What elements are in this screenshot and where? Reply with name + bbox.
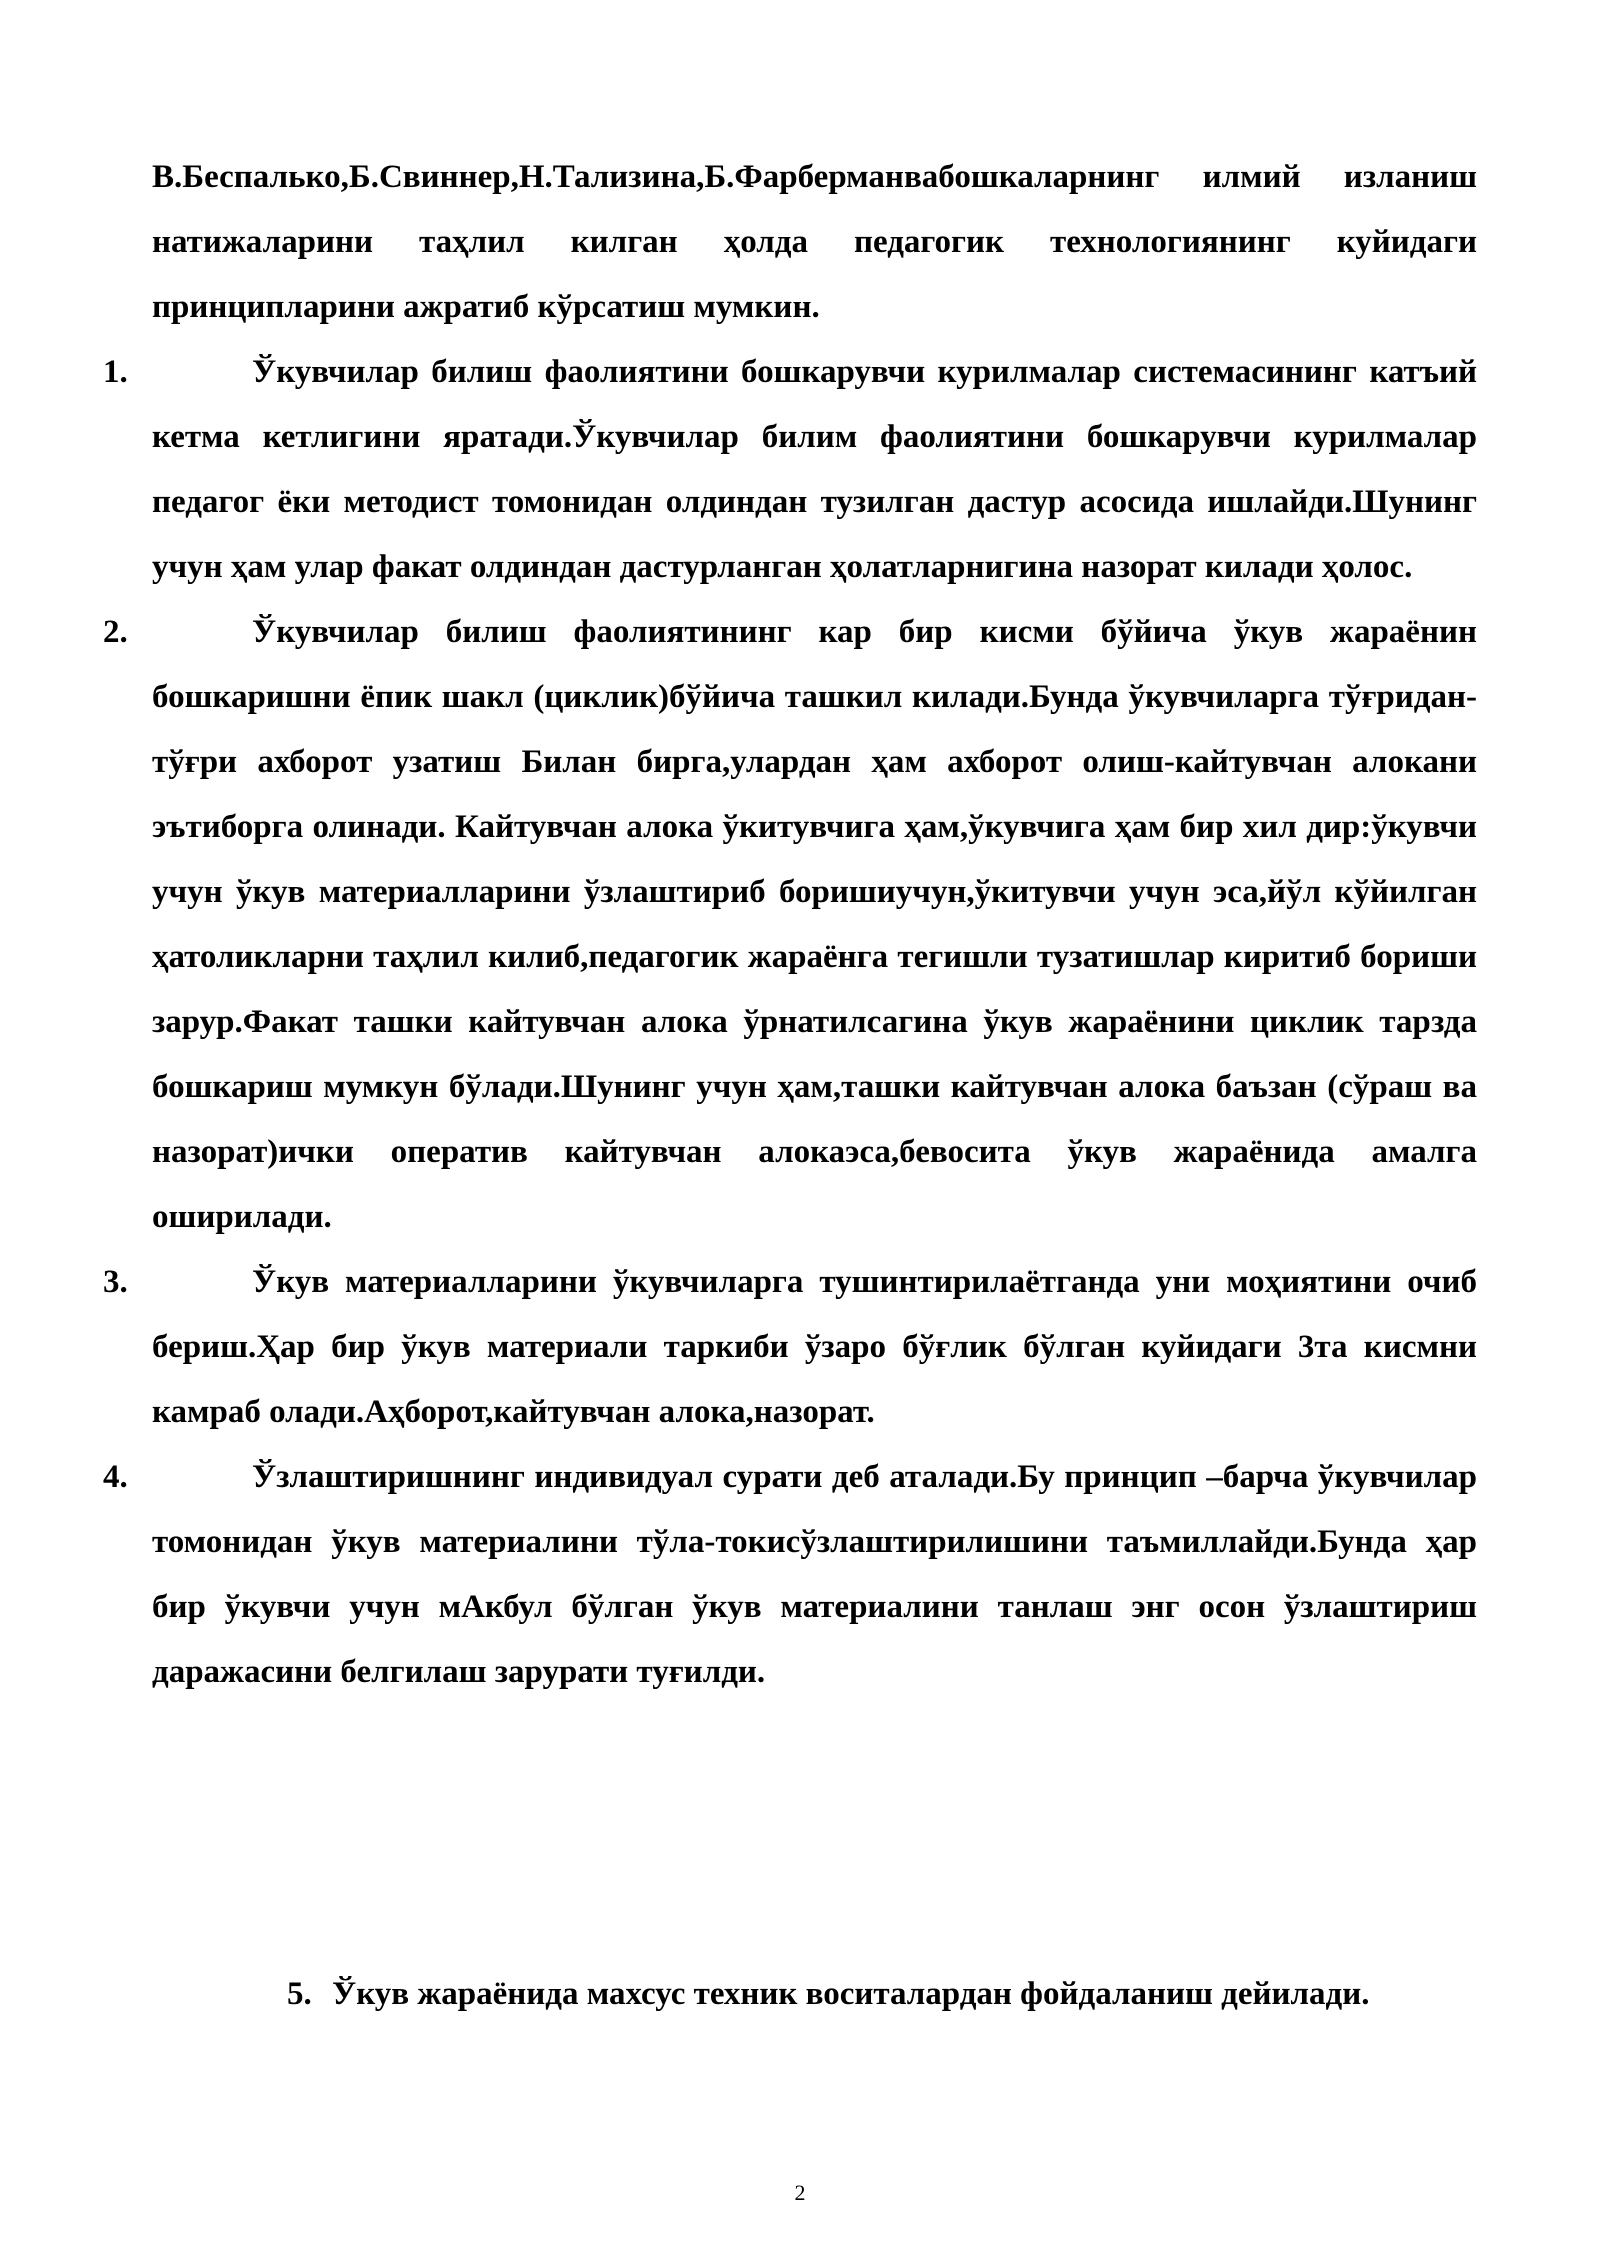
list-item-text: Ўкув жараёнида махсус техник воситалардан фойдаланиш дейилади. — [332, 1976, 1370, 2012]
list-item-number: 5. — [287, 1976, 312, 2012]
list-item-number: 3. — [103, 1264, 128, 1300]
list-item-text: Ўкувчилар билиш фаолиятининг кар бир кисми бўйича ўкув жараёнин бошкаришни ёпик шакл (циклик)бўйича ташкил килади.Бунда ўкувчиларга тўғридан-тўғри ахборот узатиш Билан бирга,улардан ҳам ахборот олиш-кайтувчан алокани эътиборга олинади. Кайтувчан алока ўкитувчига ҳам,ўкувчига ҳам бир хил дир:ўкувчи учун ўкув материалларини ўзлаштириб боришиучун,ўкитувчи учун эса,йўл кўйилган ҳатоликларни таҳлил килиб,педагогик жараёнга тегишли тузатишлар киритиб бориши зарур.Факат ташки кайтувчан алока ўрнатилсагина ўкув жараёнини циклик тарзда бошкариш мумкун бўлади.Шунинг учун ҳам,ташки кайтувчан алока баъзан (сўраш ва назорат)ички оператив кайтувчан алокаэса,бевосита ўкув жараёнида амалга оширилади. — [152, 614, 1477, 1235]
list-item — [0, 1445, 1600, 1705]
list-item-text: Ўкувчилар билиш фаолиятини бошкарувчи курилмалар системасининг катъий кетма кетлигини яратади.Ўкувчилар билим фаолиятини бошкарувчи курилмалар педагог ёки методист томонидан олдиндан тузилган дастур асосида ишлайди.Шунинг учун ҳам улар факат олдиндан дастурланган ҳолатларнигина назорат килади ҳолос. — [152, 354, 1477, 585]
list-item — [0, 600, 1600, 1250]
list-item-5 — [152, 1962, 1477, 2027]
list-item-text: Ўкув материалларини ўкувчиларга тушинтирилаётганда уни моҳиятини очиб бериш.Ҳар бир ўкув материали таркиби ўзаро бўғлик бўлган куйидаги 3та кисмни камраб олади.Аҳборот,кайтувчан алока,назорат. — [152, 1264, 1477, 1430]
page-number: 2 — [794, 2180, 806, 2205]
list-item-number: 1. — [103, 354, 128, 390]
list-item — [0, 340, 1600, 600]
list-item — [0, 1250, 1600, 1445]
intro-paragraph: В.Беспалько,Б.Свиннер,Н.Тализина,Б.Фарберманвабошкаларнинг илмий изланиш натижаларини таҳлил килган ҳолда педагогик технологиянинг куйидаги принципларини ажратиб кўрсатиш мумкин. — [152, 159, 1477, 325]
list-item-text: Ўзлаштиришнинг индивидуал сурати деб аталади.Бу принцип –барча ўкувчилар томонидан ўкув материалини тўла-токисўзлаштирилишини таъмиллайди.Бунда ҳар бир ўкувчи учун мАкбул бўлган ўкув материалини танлаш энг осон ўзлаштириш даражасини белгилаш зарурати туғилди. — [152, 1459, 1477, 1690]
list-item-number: 2. — [103, 614, 128, 650]
list-item-number: 4. — [103, 1459, 128, 1495]
principles-list — [0, 340, 1600, 1705]
